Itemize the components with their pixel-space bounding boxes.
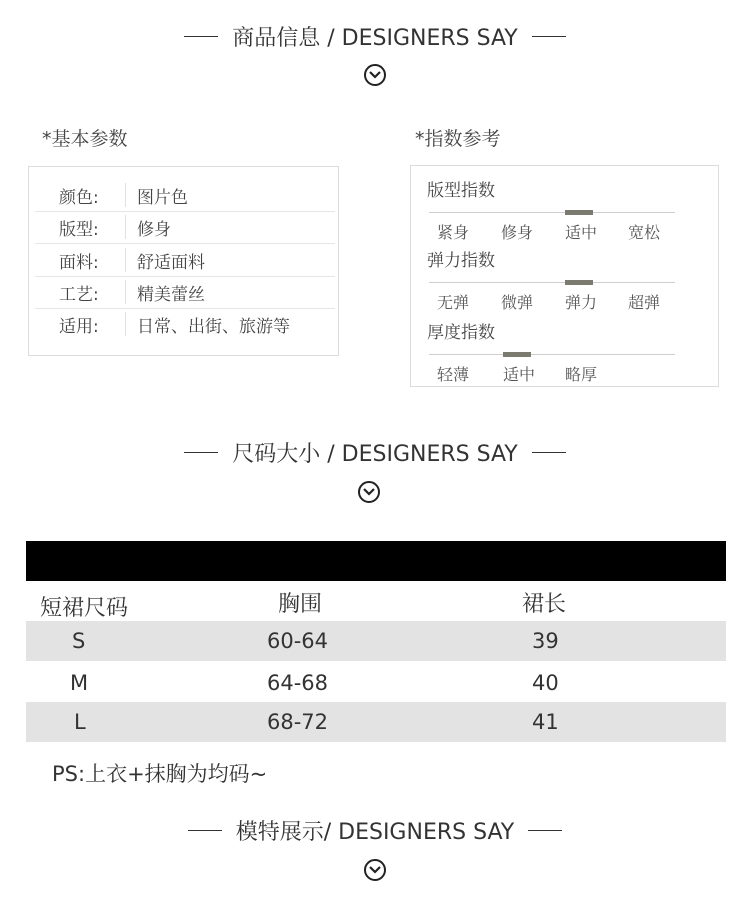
divider: [125, 312, 126, 336]
size-table-header: [26, 583, 726, 623]
header-rule-right: [532, 36, 566, 37]
column-header: 胸围: [278, 592, 323, 617]
index-scale-line: [429, 212, 675, 213]
header-rule-left: [184, 36, 218, 37]
index-option: 弹力: [565, 293, 598, 312]
chevron-down-circle-icon: [358, 481, 380, 503]
table-cell: M: [70, 671, 89, 695]
section-header-size: [0, 432, 750, 472]
basic-params-title: *基本参数: [42, 128, 128, 150]
param-key: 颜色:: [59, 188, 99, 208]
index-option: 适中: [565, 223, 598, 242]
index-selected-marker: [565, 210, 593, 215]
index-ref-box: [410, 165, 719, 387]
index-group-title: 弹力指数: [427, 251, 495, 271]
index-option: 宽松: [628, 223, 661, 242]
section-title: 模特展示/ DESIGNERS SAY: [235, 819, 515, 845]
table-cell: 40: [532, 671, 559, 695]
index-option: 修身: [501, 223, 534, 242]
section-title: 尺码大小 / DESIGNERS SAY: [232, 441, 518, 467]
param-row: [35, 179, 335, 212]
index-group-title: 厚度指数: [427, 323, 495, 343]
index-option: 紧身: [437, 223, 470, 242]
index-scale-line: [429, 282, 675, 283]
section-header-product-info: [0, 16, 750, 56]
chevron-down-circle-icon: [364, 64, 386, 86]
param-row: [35, 276, 335, 309]
param-key: 面料:: [59, 253, 99, 273]
table-row: [26, 621, 726, 661]
param-value: 舒适面料: [137, 253, 205, 273]
index-scale-line: [429, 354, 675, 355]
table-cell: 68-72: [267, 710, 329, 734]
index-selected-marker: [503, 352, 531, 357]
index-group-fit: [411, 176, 720, 246]
header-rule-right: [528, 830, 562, 831]
index-ref-title: *指数参考: [415, 128, 501, 150]
index-option: 轻薄: [437, 365, 470, 384]
table-cell: 64-68: [267, 671, 329, 695]
table-cell: S: [72, 629, 86, 653]
column-header: 裙长: [522, 592, 567, 617]
divider: [125, 248, 126, 272]
table-cell: 41: [532, 710, 559, 734]
basic-params-box: [28, 166, 339, 356]
param-key: 工艺:: [59, 285, 99, 305]
size-table-top-bar: [26, 541, 726, 581]
index-option: 超弹: [628, 293, 661, 312]
header-rule-left: [188, 830, 222, 831]
table-cell: 39: [532, 629, 559, 653]
param-key: 适用:: [59, 317, 99, 337]
header-rule-left: [184, 452, 218, 453]
section-header-model: [0, 810, 750, 850]
index-selected-marker: [565, 280, 593, 285]
table-row: [26, 663, 726, 703]
param-value: 日常、出街、旅游等: [137, 317, 290, 337]
section-title: 商品信息 / DESIGNERS SAY: [232, 25, 518, 51]
index-group-thickness: [411, 318, 720, 388]
table-row: [26, 702, 726, 742]
param-value: 精美蕾丝: [137, 285, 205, 305]
param-row: [35, 308, 335, 340]
divider: [125, 215, 126, 239]
chevron-down-circle-icon: [364, 859, 386, 881]
param-value: 修身: [137, 220, 171, 240]
table-cell: L: [74, 710, 86, 734]
index-group-elasticity: [411, 246, 720, 316]
index-option: 微弹: [501, 293, 534, 312]
index-group-title: 版型指数: [427, 181, 495, 201]
divider: [125, 183, 126, 207]
index-option: 略厚: [565, 365, 598, 384]
header-rule-right: [532, 452, 566, 453]
ps-note: PS:上衣+抹胸为均码~: [52, 762, 268, 786]
index-option: 无弹: [437, 293, 470, 312]
param-row: [35, 244, 335, 277]
index-option: 适中: [503, 365, 536, 384]
param-value: 图片色: [137, 188, 188, 208]
divider: [125, 280, 126, 304]
column-header: 短裙尺码: [40, 596, 129, 621]
param-key: 版型:: [59, 220, 99, 240]
param-row: [35, 211, 335, 244]
table-cell: 60-64: [267, 629, 329, 653]
